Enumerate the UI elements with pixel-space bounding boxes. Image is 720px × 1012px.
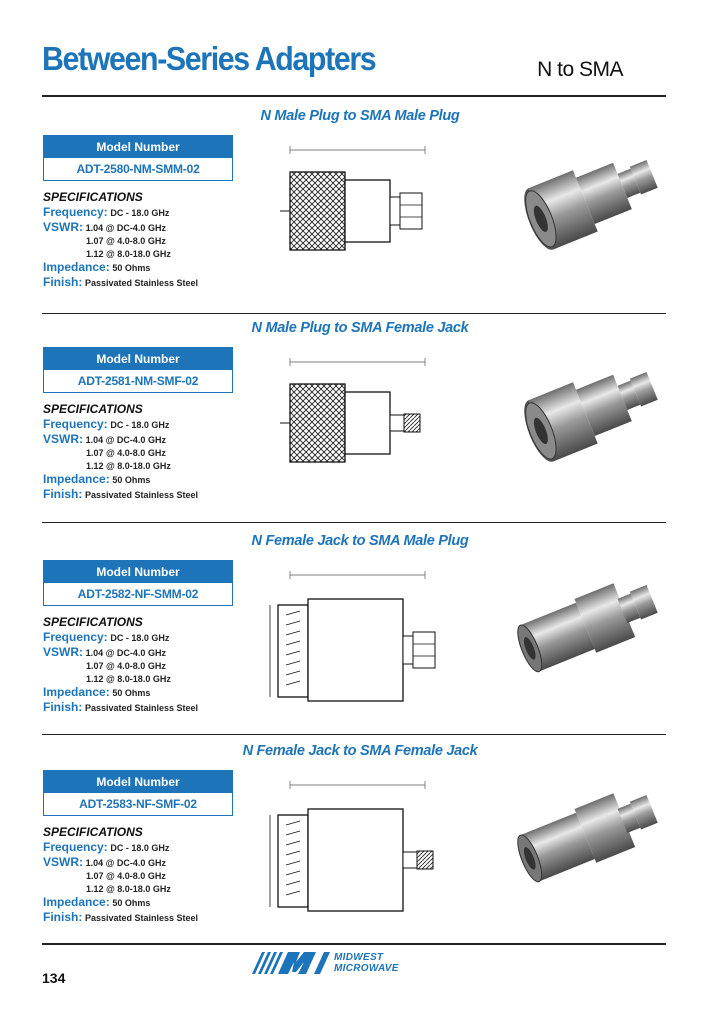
specifications-title: SPECIFICATIONS (43, 402, 143, 416)
page-title: Between-Series Adapters (42, 40, 376, 77)
midwest-microwave-logo (252, 950, 399, 981)
specifications-title: SPECIFICATIONS (43, 190, 143, 204)
impedance-row (43, 685, 243, 700)
model-number-header: Model Number (44, 771, 232, 793)
frequency-label: Frequency: (43, 630, 108, 644)
frequency-label: Frequency: (43, 417, 108, 431)
finish-row (43, 700, 243, 715)
vswr-label: VSWR: (43, 855, 83, 869)
frequency-value: DC - 18.0 GHz (110, 420, 170, 430)
vswr-value: 1.04 @ DC-4.0 GHz (85, 648, 166, 658)
finish-row (43, 275, 243, 290)
vswr-value: 1.12 @ 8.0-18.0 GHz (86, 673, 171, 684)
connector-photo (515, 779, 675, 904)
section-title: N Male Plug to SMA Female Jack (251, 320, 469, 336)
specifications (43, 615, 243, 715)
finish-value: Passivated Stainless Steel (84, 703, 199, 713)
vswr-row (43, 432, 243, 447)
section-divider (42, 734, 666, 735)
model-box (43, 770, 233, 816)
finish-label: Finish: (43, 487, 83, 501)
vswr-value: 1.04 @ DC-4.0 GHz (85, 223, 166, 233)
impedance-value: 50 Ohms (112, 263, 151, 273)
specifications (43, 825, 243, 925)
frequency-row (43, 840, 243, 855)
connector-photo (515, 144, 675, 269)
footer-rule (42, 943, 666, 945)
frequency-label: Frequency: (43, 205, 108, 219)
finish-label: Finish: (43, 700, 83, 714)
page-subtitle: N to SMA (537, 58, 623, 81)
connector-drawing (265, 565, 465, 720)
impedance-label: Impedance: (43, 685, 110, 699)
product-section (0, 320, 720, 530)
model-number-header: Model Number (44, 561, 232, 583)
vswr-row (43, 645, 243, 660)
frequency-value: DC - 18.0 GHz (110, 843, 170, 853)
frequency-row (43, 205, 243, 220)
vswr-row (43, 855, 243, 870)
model-number: ADT-2580-NM-SMM-02 (44, 158, 232, 180)
vswr-value: 1.12 @ 8.0-18.0 GHz (86, 248, 171, 259)
vswr-value: 1.07 @ 4.0-8.0 GHz (86, 871, 166, 881)
product-section (0, 743, 720, 953)
model-number-header: Model Number (44, 136, 232, 158)
finish-value: Passivated Stainless Steel (84, 913, 199, 923)
model-number-header: Model Number (44, 348, 232, 370)
frequency-value: DC - 18.0 GHz (110, 633, 170, 643)
finish-value: Passivated Stainless Steel (84, 490, 199, 500)
model-box (43, 135, 233, 181)
page-number: 134 (42, 970, 66, 986)
finish-label: Finish: (43, 910, 83, 924)
vswr-value: 1.07 @ 4.0-8.0 GHz (86, 661, 166, 671)
section-title: N Female Jack to SMA Female Jack (242, 743, 478, 759)
logo-line1: MIDWEST (334, 952, 384, 963)
product-section (0, 533, 720, 743)
section-title: N Male Plug to SMA Male Plug (260, 108, 460, 124)
connector-drawing (265, 352, 465, 507)
header-rule (42, 95, 666, 97)
vswr-row (43, 220, 243, 235)
model-box (43, 347, 233, 393)
finish-label: Finish: (43, 275, 83, 289)
logo-mark-icon (252, 950, 342, 976)
logo-line2: MICROWAVE (334, 963, 399, 974)
finish-value: Passivated Stainless Steel (84, 278, 199, 288)
frequency-value: DC - 18.0 GHz (110, 208, 170, 218)
impedance-value: 50 Ohms (112, 898, 151, 908)
specifications (43, 402, 243, 502)
impedance-value: 50 Ohms (112, 688, 151, 698)
specifications (43, 190, 243, 290)
model-box (43, 560, 233, 606)
vswr-label: VSWR: (43, 220, 83, 234)
frequency-row (43, 630, 243, 645)
vswr-value: 1.12 @ 8.0-18.0 GHz (86, 460, 171, 471)
finish-row (43, 910, 243, 925)
connector-photo (515, 356, 675, 481)
vswr-label: VSWR: (43, 645, 83, 659)
section-divider (42, 522, 666, 523)
specifications-title: SPECIFICATIONS (43, 825, 143, 839)
connector-photo (515, 569, 675, 694)
vswr-value: 1.12 @ 8.0-18.0 GHz (86, 883, 171, 894)
specifications-title: SPECIFICATIONS (43, 615, 143, 629)
product-section (0, 108, 720, 318)
section-title: N Female Jack to SMA Male Plug (251, 533, 469, 549)
finish-row (43, 487, 243, 502)
frequency-label: Frequency: (43, 840, 108, 854)
model-number: ADT-2583-NF-SMF-02 (44, 793, 232, 815)
vswr-value: 1.07 @ 4.0-8.0 GHz (86, 236, 166, 246)
model-number: ADT-2582-NF-SMM-02 (44, 583, 232, 605)
impedance-value: 50 Ohms (112, 475, 151, 485)
impedance-label: Impedance: (43, 260, 110, 274)
vswr-value: 1.07 @ 4.0-8.0 GHz (86, 448, 166, 458)
impedance-row (43, 472, 243, 487)
impedance-label: Impedance: (43, 472, 110, 486)
vswr-value: 1.04 @ DC-4.0 GHz (85, 435, 166, 445)
section-divider (42, 313, 666, 314)
frequency-row (43, 417, 243, 432)
connector-drawing (265, 775, 465, 930)
impedance-row (43, 260, 243, 275)
vswr-value: 1.04 @ DC-4.0 GHz (85, 858, 166, 868)
vswr-label: VSWR: (43, 432, 83, 446)
model-number: ADT-2581-NM-SMF-02 (44, 370, 232, 392)
impedance-label: Impedance: (43, 895, 110, 909)
connector-drawing (265, 140, 465, 295)
impedance-row (43, 895, 243, 910)
